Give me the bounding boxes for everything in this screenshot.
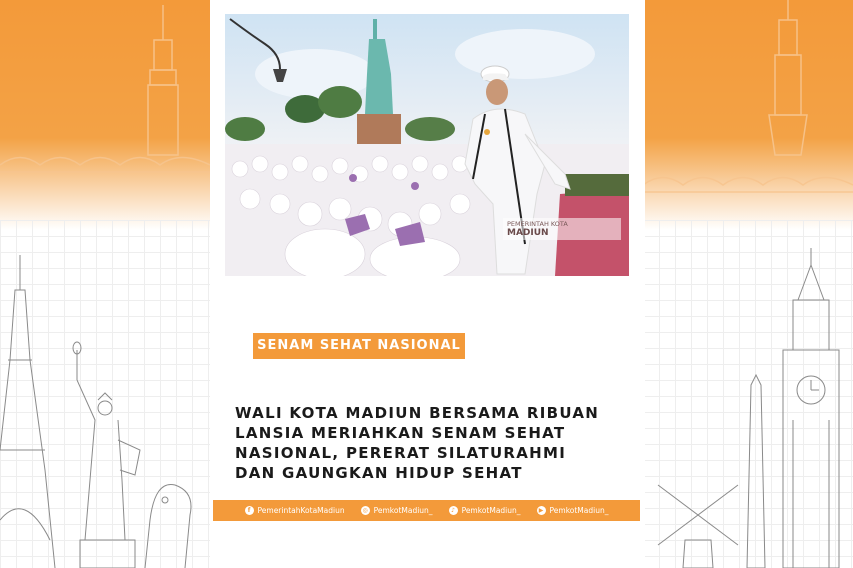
- headline-line-1: WALI KOTA MADIUN BERSAMA RIBUAN: [235, 404, 600, 422]
- social-facebook[interactable]: [245, 506, 345, 515]
- social-handle: PemkotMadiun_: [373, 506, 433, 515]
- tiktok-icon: ♪: [449, 506, 458, 515]
- category-label: SENAM SEHAT NASIONAL: [253, 333, 465, 359]
- landmark-illustration-left: [0, 0, 210, 568]
- social-youtube[interactable]: [537, 506, 609, 515]
- social-media-bar: [213, 500, 640, 521]
- social-handle: PemkotMadiun_: [461, 506, 521, 515]
- social-tiktok[interactable]: [449, 506, 521, 515]
- social-instagram[interactable]: [361, 506, 433, 515]
- headline-line-2: LANSIA MERIAHKAN SENAM SEHAT: [235, 424, 566, 442]
- headline-line-4: DAN GAUNGKAN HIDUP SEHAT: [235, 464, 523, 482]
- right-background: [643, 0, 853, 568]
- headline-line-3: NASIONAL, PERERAT SILATURAHMI: [235, 444, 567, 462]
- watermark-line2: MADIUN: [507, 228, 549, 238]
- youtube-icon: ▶: [537, 506, 546, 515]
- photo-watermark: [503, 218, 621, 240]
- instagram-icon: ◎: [362, 507, 368, 514]
- left-background: [0, 0, 210, 568]
- event-photo: [225, 14, 629, 276]
- watermark-line1: PEMERINTAH KOTA: [507, 220, 568, 228]
- social-handle: PemerintahKotaMadiun: [257, 506, 345, 515]
- social-handle: PemkotMadiun_: [549, 506, 609, 515]
- headline: [235, 403, 615, 483]
- facebook-icon: f: [245, 506, 254, 515]
- landmark-illustration-right: [643, 0, 853, 568]
